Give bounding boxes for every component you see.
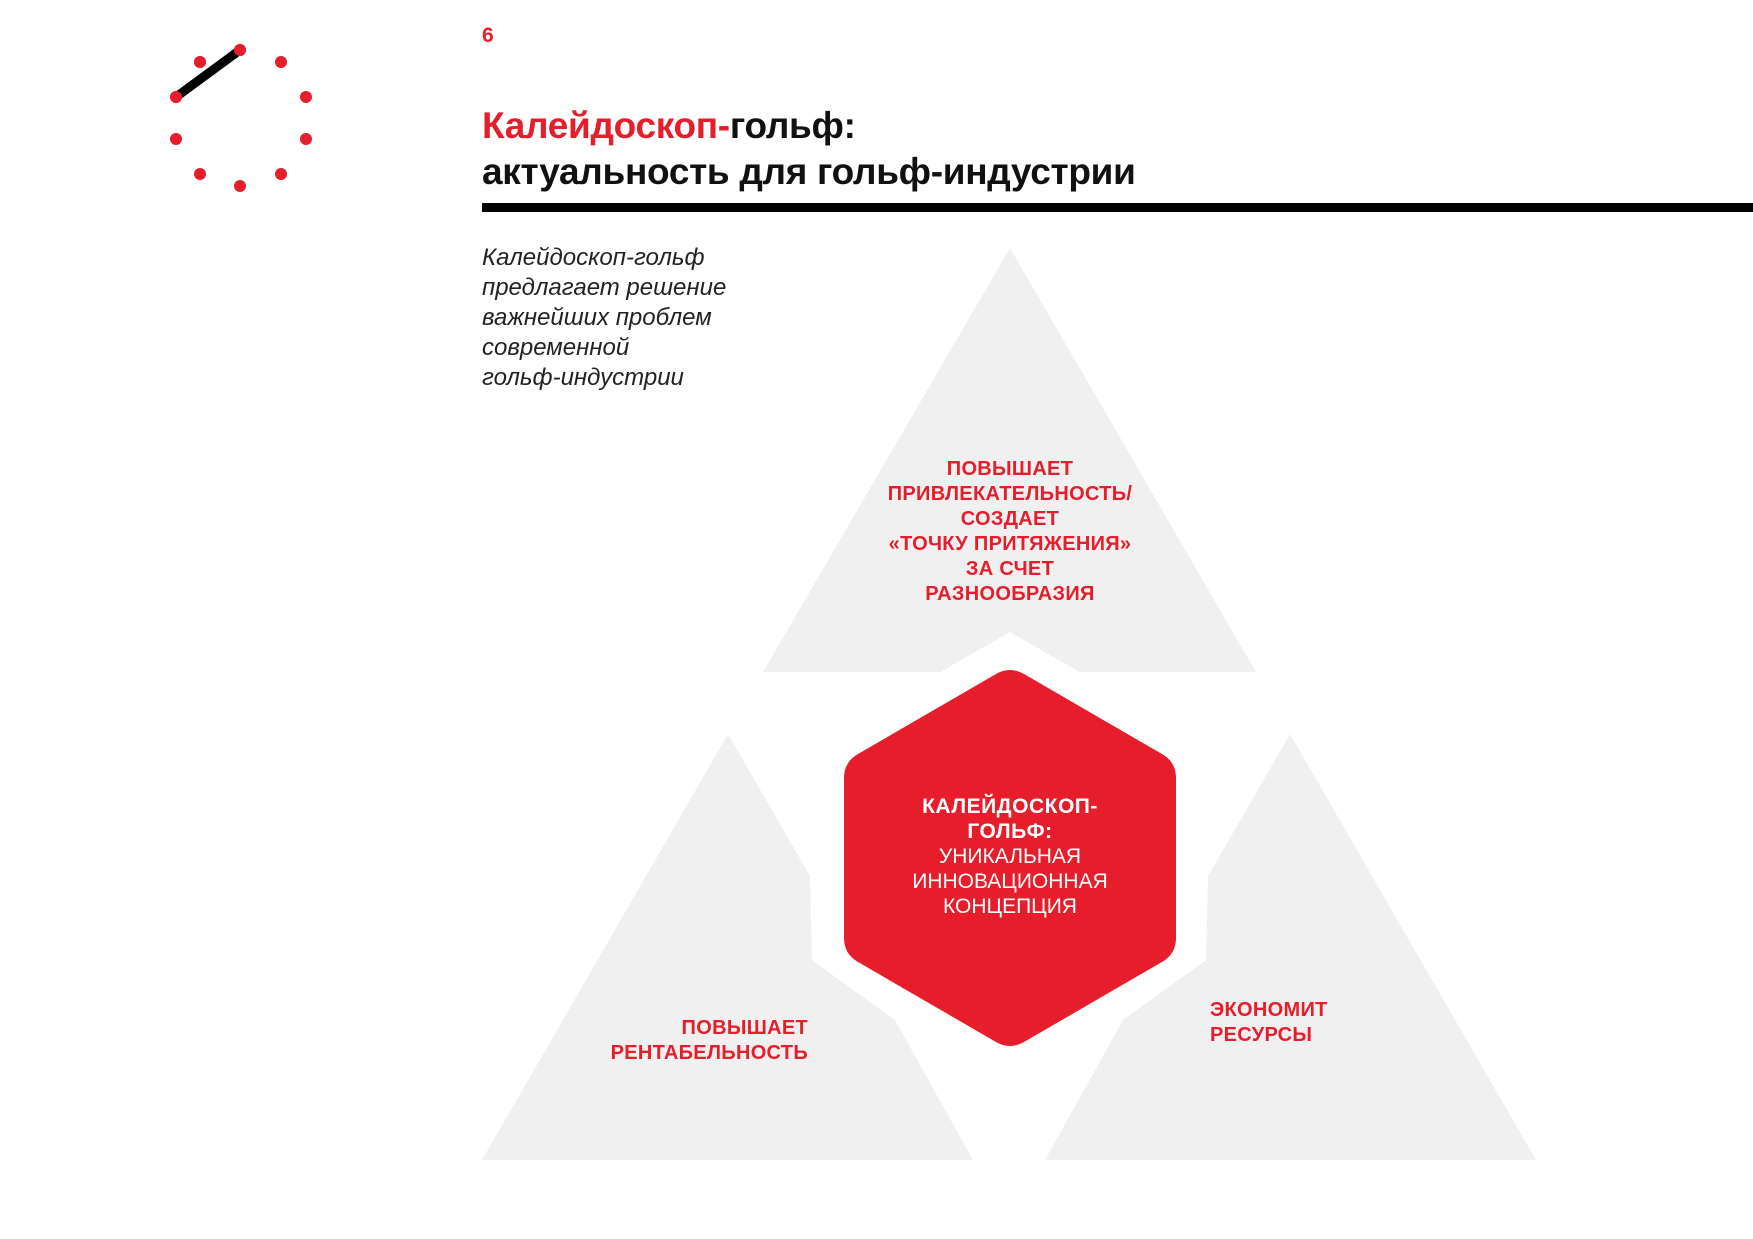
label-line: РАЗНООБРАЗИЯ xyxy=(925,583,1095,605)
page-number: 6 xyxy=(482,24,494,47)
center-title-line: ГОЛЬФ: xyxy=(967,820,1053,843)
label-line: СОЗДАЕТ xyxy=(960,508,1060,530)
intro-line: гольф-индустрии xyxy=(482,364,684,391)
label-line: ПОВЫШАЕТ xyxy=(946,458,1074,480)
label-line: ЭКОНОМИТ xyxy=(1210,999,1328,1021)
intro-line: предлагает решение xyxy=(482,274,727,301)
center-concept-subtitle xyxy=(880,844,1140,919)
label-attractiveness xyxy=(860,457,1160,607)
intro-line: современной xyxy=(482,334,630,361)
label-resources xyxy=(1210,998,1430,1048)
center-concept-text xyxy=(880,794,1140,919)
label-line: РЕСУРСЫ xyxy=(1210,1024,1313,1046)
label-line: ЗА СЧЕТ xyxy=(965,558,1055,580)
label-line: ПОВЫШАЕТ xyxy=(681,1017,808,1039)
center-subtitle-line: УНИКАЛЬНАЯ xyxy=(938,845,1082,868)
center-concept-title xyxy=(880,794,1140,844)
page-title-line2: актуальность для гольф-индустрии xyxy=(482,151,1136,192)
center-title-line: КАЛЕЙДОСКОП- xyxy=(922,795,1098,818)
page-title-accent: Калейдоскоп- xyxy=(482,105,730,146)
intro-line: важнейших проблем xyxy=(482,304,712,331)
intro-line: Калейдоскоп-гольф xyxy=(482,244,705,271)
label-line: ПРИВЛЕКАТЕЛЬНОСТЬ/ xyxy=(887,483,1133,505)
center-subtitle-line: КОНЦЕПЦИЯ xyxy=(943,895,1077,918)
label-line: «ТОЧКУ ПРИТЯЖЕНИЯ» xyxy=(888,533,1132,555)
center-subtitle-line: ИННОВАЦИОННАЯ xyxy=(912,870,1108,893)
label-line: РЕНТАБЕЛЬНОСТЬ xyxy=(610,1042,808,1064)
page-title-rest: гольф: xyxy=(729,105,856,146)
label-profitability xyxy=(560,1016,808,1066)
